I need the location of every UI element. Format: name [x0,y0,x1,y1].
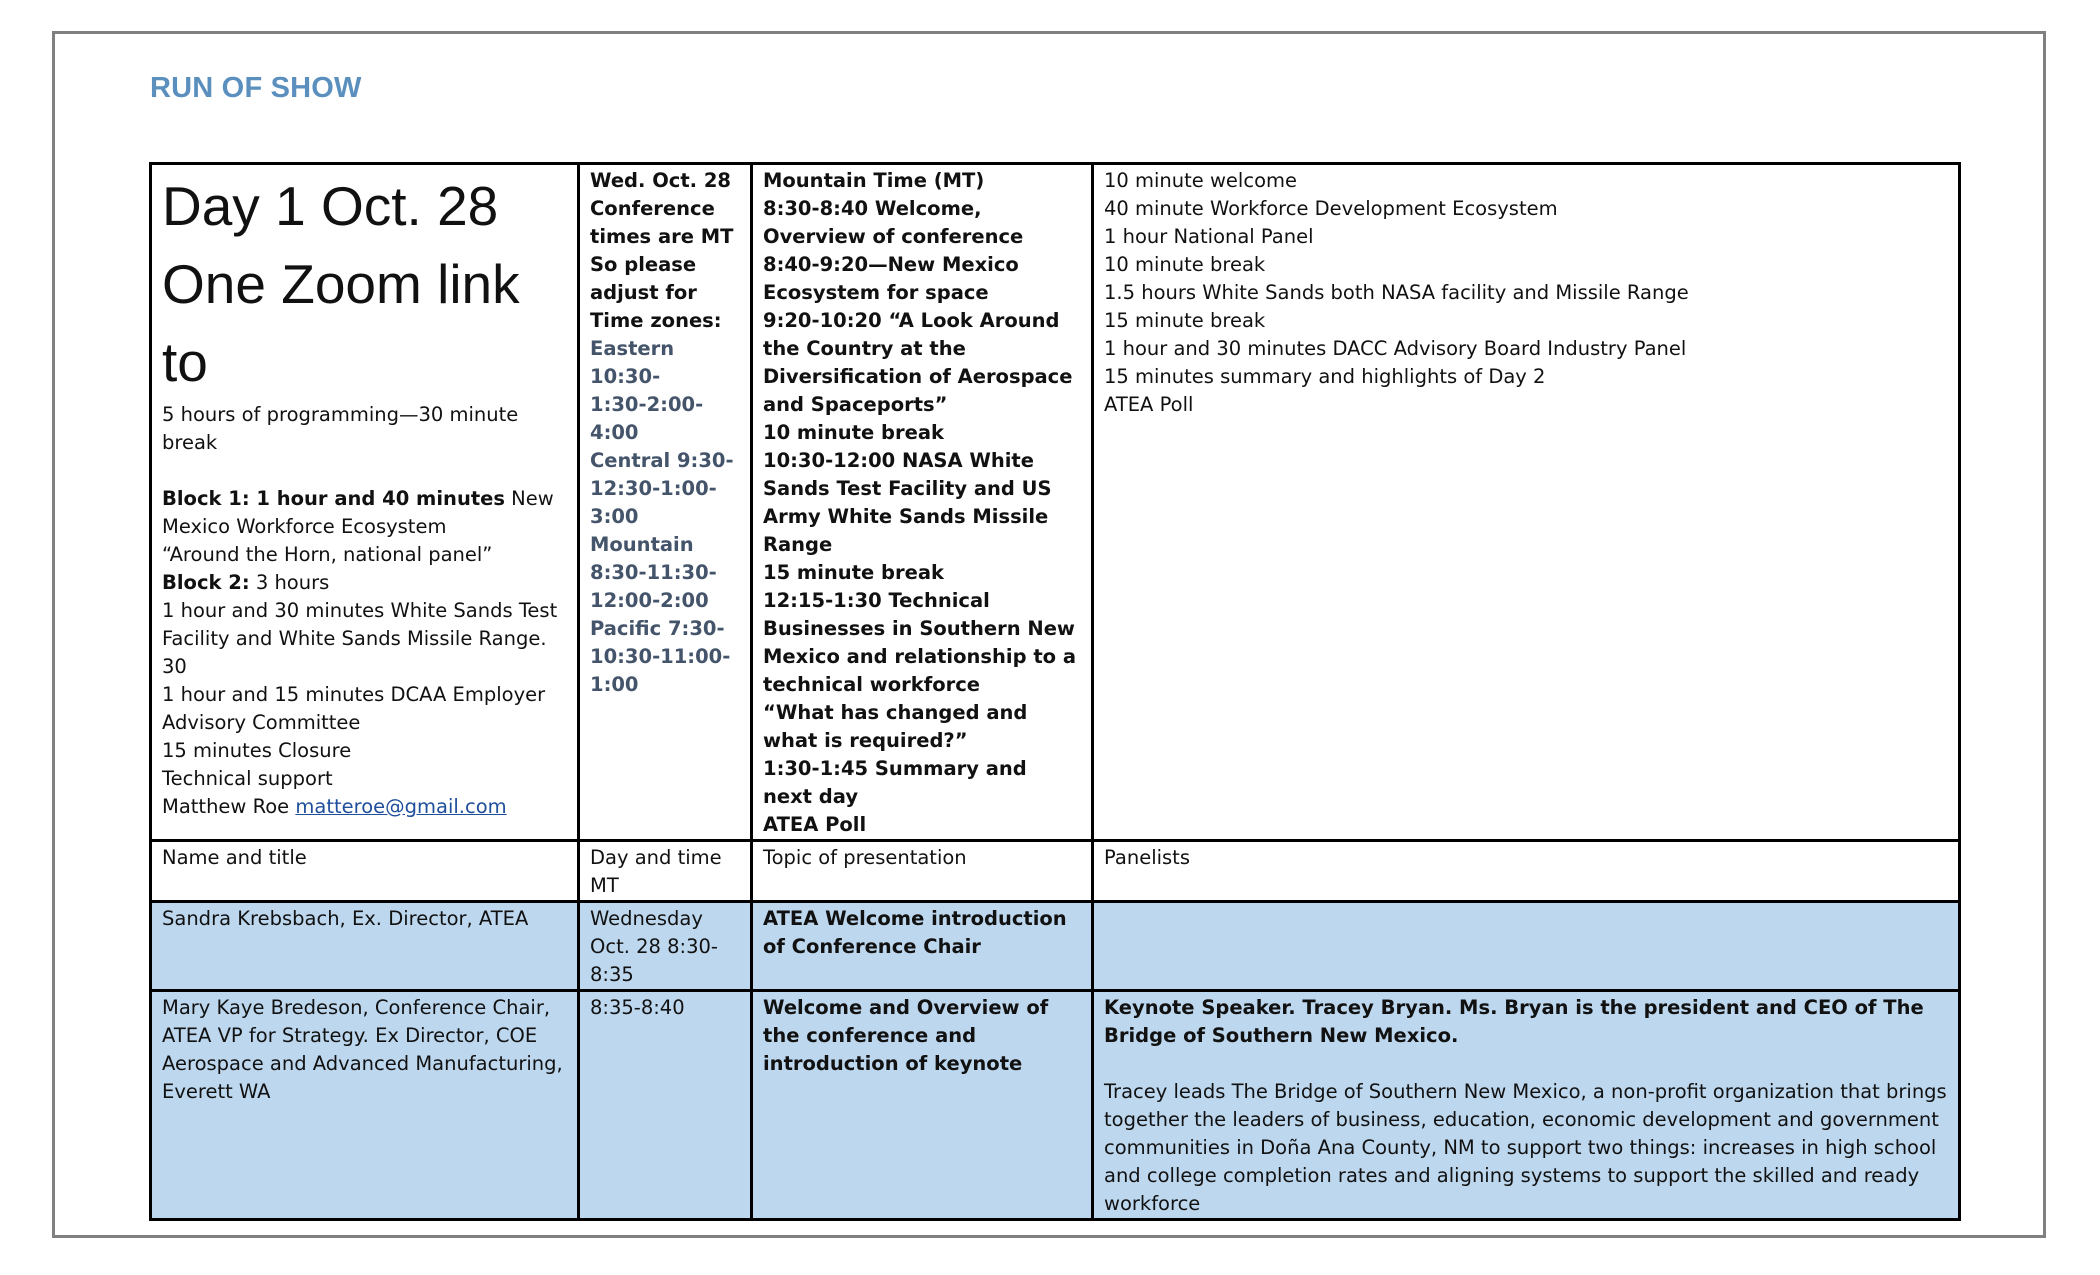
tz-zone-line: Central 9:30- [590,449,734,472]
contact-name: Matthew Roe [162,795,296,818]
timezone-cell [579,164,752,841]
panelists-text: Tracey leads The Bridge of Southern New Mexico, a non-profit organization that brings together the leaders of business, education, economic development and government communities in Doña Ana County, NM to support two things: increases in high school and college completion rates and aligning systems to support the skilled and ready workforce [1104,1080,1947,1215]
tz-intro-line: Conference [590,197,715,220]
duration-item: 1 hour and 30 minutes DACC Advisory Board Industry Panel [1104,337,1687,360]
agenda-item: Mountain Time (MT) [763,169,985,192]
agenda-item: 1:30-1:45 Summary and next day [763,757,1027,808]
agenda-item: 10 minute break [763,421,944,444]
agenda-item: 12:15-1:30 Technical Businesses in Southern New Mexico and relationship to a technical workforce [763,589,1076,696]
agenda-item: ATEA Poll [763,813,867,836]
row-panelists [1093,991,1960,1220]
white-sands-line: 1 hour and 30 minutes White Sands Test Facility and White Sands Missile Range. 30 [162,599,558,678]
duration-item: 1.5 hours White Sands both NASA facility and Missile Range [1104,281,1689,304]
row-name: Sandra Krebsbach, Ex. Director, ATEA [151,902,579,991]
day-heading: Day 1 Oct. 28 [162,175,499,237]
durations-cell [1093,164,1960,841]
tz-zone-line: 1:00 [590,673,639,696]
duration-item: 10 minute welcome [1104,169,1297,192]
tz-intro-line: adjust for [590,281,697,304]
table-row [151,902,1960,991]
row-name: Mary Kaye Bredeson, Conference Chair, ATEA VP for Strategy. Ex Director, COE Aerospace and Advanced Manufacturing, Everett WA [151,991,579,1220]
overview-cell [151,164,579,841]
duration-item: 40 minute Workforce Development Ecosystem [1104,197,1558,220]
tz-zone-line: 10:30-11:00- [590,645,731,668]
tz-zone-line: 1:30-2:00-4:00 [590,393,704,444]
header-name-title: Name and title [151,841,579,902]
tz-zone-line: Pacific 7:30- [590,617,725,640]
agenda-item: 8:30-8:40 Welcome, Overview of conference [763,197,1024,248]
row-panelists [1093,902,1960,991]
block1-description: New Mexico Workforce Ecosystem [162,487,554,538]
agenda-item: 10:30-12:00 NASA White Sands Test Facility and US Army White Sands Missile Range [763,449,1052,556]
row-day-time: 8:35-8:40 [579,991,752,1220]
overview-row [151,164,1960,841]
contact-email-link[interactable]: matteroe@gmail.com [295,795,507,818]
closure-line: 15 minutes Closure [162,739,352,762]
panelists-heading: Keynote Speaker. Tracey Bryan. Ms. Bryan is the president and CEO of The Bridge of Southern New Mexico. [1104,996,1924,1047]
block2-label: Block 2: [162,571,250,594]
tz-intro-line: times are MT [590,225,734,248]
row-topic: ATEA Welcome introduction of Conference Chair [752,902,1093,991]
row-day-time: Wednesday Oct. 28 8:30-8:35 [579,902,752,991]
programming-summary: 5 hours of programming—30 minute break [162,403,519,454]
dcaa-line: 1 hour and 15 minutes DCAA Employer Advisory Committee [162,683,546,734]
tz-intro-line: So please [590,253,697,276]
header-topic: Topic of presentation [752,841,1093,902]
panel-quote: “Around the Horn, national panel” [162,543,493,566]
header-day-time: Day and time MT [579,841,752,902]
zoom-heading: One Zoom link to [162,253,520,393]
agenda-mt-cell [752,164,1093,841]
table-header-row [151,841,1960,902]
duration-item: 10 minute break [1104,253,1266,276]
spacer [1104,1050,1949,1078]
row-topic: Welcome and Overview of the conference and introduction of keynote [752,991,1093,1220]
tech-support-line: Technical support [162,767,333,790]
agenda-item: 9:20-10:20 “A Look Around the Country at the Diversification of Aerospace and Spaceports” [763,309,1073,416]
tz-intro-line: Wed. Oct. 28 [590,169,731,192]
spacer [162,457,568,485]
block1-label: Block 1: 1 hour and 40 minutes [162,487,505,510]
contact-line [162,793,568,821]
header-panelists: Panelists [1093,841,1960,902]
agenda-item: 8:40-9:20—New Mexico Ecosystem for space [763,253,1019,304]
run-of-show-table [149,162,1961,1221]
table-row [151,991,1960,1220]
duration-item: 15 minutes summary and highlights of Day 2 [1104,365,1546,388]
document-title: RUN OF SHOW [150,72,362,104]
agenda-item: “What has changed and what is required?” [763,701,1028,752]
tz-zone-line: Mountain [590,533,694,556]
duration-item: 15 minute break [1104,309,1266,332]
tz-zone-line: 3:00 [590,505,639,528]
block1-line [162,485,568,541]
duration-item: ATEA Poll [1104,393,1194,416]
tz-zone-line: 8:30-11:30- [590,561,717,584]
tz-zone-line: Eastern 10:30- [590,337,675,388]
agenda-item: 15 minute break [763,561,944,584]
block2-description: 3 hours [249,571,330,594]
tz-zone-line: 12:00-2:00 [590,589,709,612]
block2-line [162,569,568,597]
tz-zone-line: 12:30-1:00- [590,477,717,500]
tz-intro-line: Time zones: [590,309,722,332]
duration-item: 1 hour National Panel [1104,225,1314,248]
